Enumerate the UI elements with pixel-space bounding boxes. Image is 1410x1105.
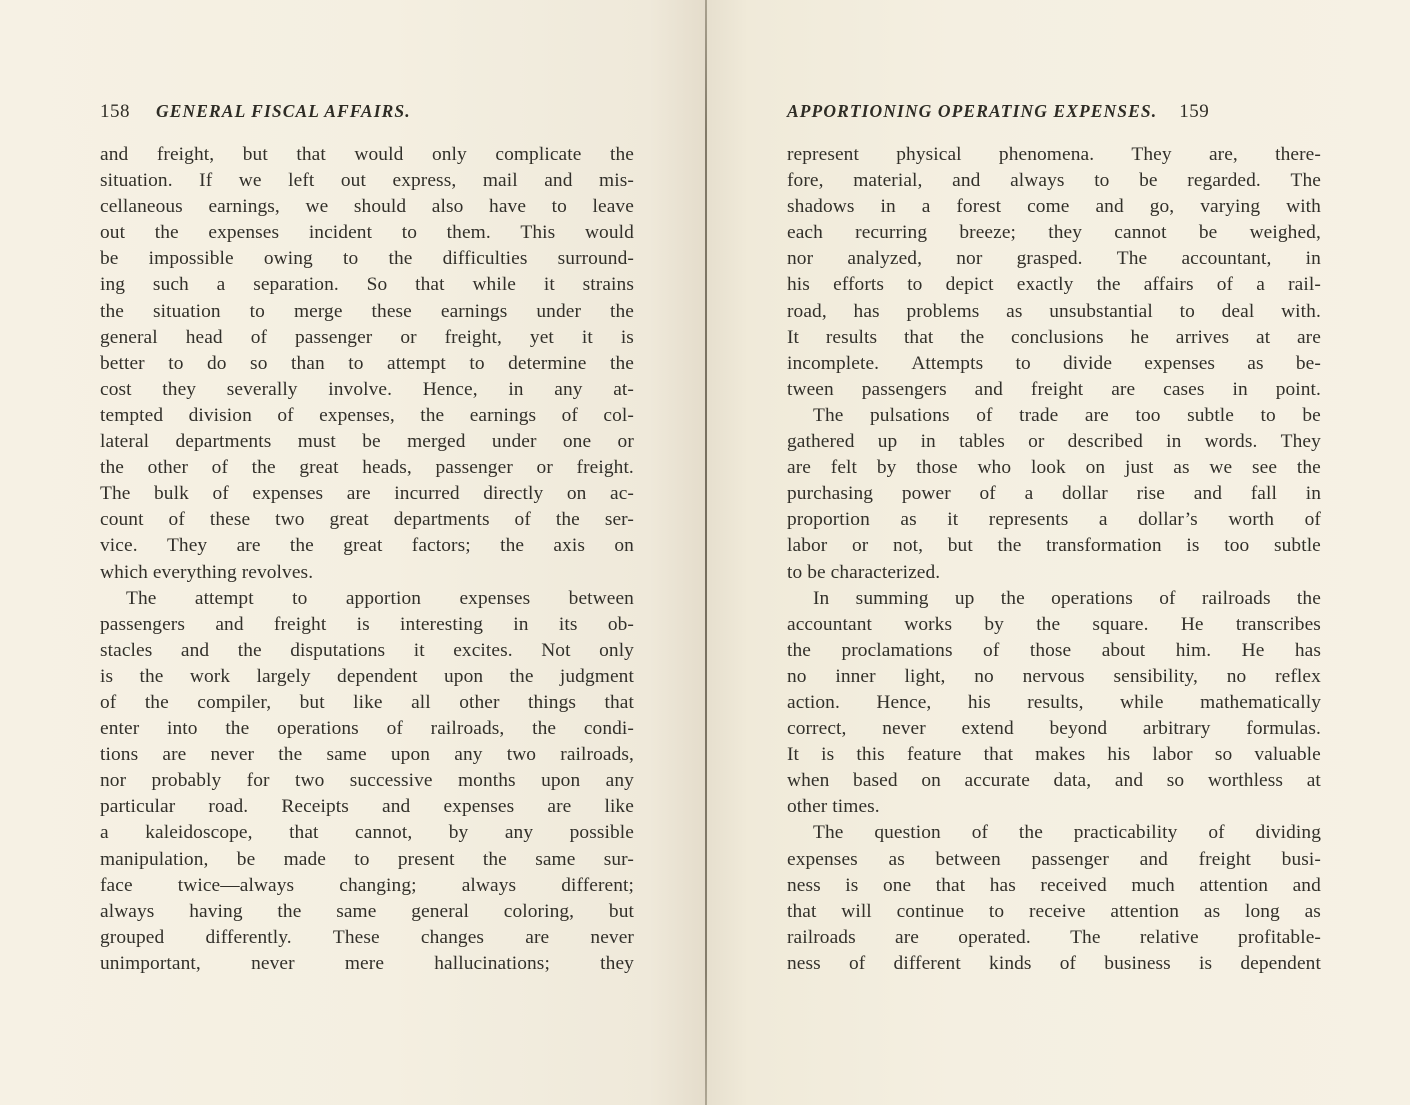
right-page-number: 159 <box>1179 101 1210 122</box>
left-running-head-title: GENERAL FISCAL AFFAIRS. <box>156 101 411 121</box>
text-line: general head of passenger or freight, yet it is <box>100 326 634 348</box>
text-line: road, has problems as unsubstantial to deal with. <box>787 300 1321 322</box>
text-line: particular road. Receipts and expenses are like <box>100 796 634 818</box>
text-line: when based on accurate data, and so worthless at <box>787 770 1321 792</box>
text-line: tween passengers and freight are cases in point. <box>787 378 1321 400</box>
text-line: out the expenses incident to them. This would <box>100 222 634 244</box>
text-line: nor probably for two successive months upon any <box>100 770 634 792</box>
text-line: passengers and freight is interesting in its ob- <box>100 613 634 635</box>
text-line: tempted division of expenses, the earnings of col- <box>100 404 634 426</box>
text-line: accountant works by the square. He transcribes <box>787 613 1321 635</box>
right-page-text-block <box>787 142 1321 977</box>
text-line: correct, never extend beyond arbitrary formulas. <box>787 718 1321 740</box>
text-line: the situation to merge these earnings under the <box>100 300 634 322</box>
text-line: to be characterized. <box>787 561 941 583</box>
text-line: manipulation, be made to present the same sur- <box>100 848 634 870</box>
left-page-number: 158 <box>100 101 130 122</box>
text-line: situation. If we left out express, mail and mis- <box>100 170 634 192</box>
text-line: be impossible owing to the difficulties surround- <box>100 248 634 270</box>
text-line: cellaneous earnings, we should also have to leave <box>100 196 634 218</box>
text-line: is the work largely dependent upon the judgment <box>100 665 634 687</box>
text-line: ness is one that has received much attention and <box>787 874 1321 896</box>
text-line: incomplete. Attempts to divide expenses as be- <box>787 352 1321 374</box>
text-line: proportion as it represents a dollar’s worth of <box>787 509 1321 531</box>
text-line: tions are never the same upon any two railroads, <box>100 744 634 766</box>
text-line: better to do so than to attempt to determine the <box>100 352 634 374</box>
text-line: the other of the great heads, passenger or freight. <box>100 457 634 479</box>
text-line: It is this feature that makes his labor so valuable <box>787 744 1321 766</box>
text-line: his efforts to depict exactly the affairs of a rail- <box>787 274 1321 296</box>
text-line: vice. They are the great factors; the axis on <box>100 535 634 557</box>
text-line: fore, material, and always to be regarded. The <box>787 170 1321 192</box>
text-line: the proclamations of those about him. He has <box>787 639 1321 661</box>
text-line: gathered up in tables or described in words. They <box>787 431 1321 453</box>
left-page-text-block <box>100 142 634 977</box>
text-line: other times. <box>787 796 880 818</box>
text-line: railroads are operated. The relative profitable- <box>787 926 1321 948</box>
right-page <box>706 0 1410 1105</box>
text-line: expenses as between passenger and freight busi- <box>787 848 1321 870</box>
text-line: grouped differently. These changes are never <box>100 926 634 948</box>
text-line: lateral departments must be merged under one or <box>100 431 634 453</box>
text-line: that will continue to receive attention as long as <box>787 900 1321 922</box>
text-line: always having the same general coloring, but <box>100 900 634 922</box>
text-line: cost they severally involve. Hence, in any at- <box>100 378 634 400</box>
text-line: unimportant, never mere hallucinations; they <box>100 952 634 974</box>
text-line: The bulk of expenses are incurred directly on ac- <box>100 483 634 505</box>
text-line: ing such a separation. So that while it strains <box>100 274 634 296</box>
text-line: face twice—always changing; always different; <box>100 874 634 896</box>
text-line: labor or not, but the transformation is too subtle <box>787 535 1321 557</box>
text-line: and freight, but that would only complicate the <box>100 144 634 165</box>
text-line: represent physical phenomena. They are, there- <box>787 144 1321 165</box>
text-line: In summing up the operations of railroads the <box>813 587 1321 609</box>
text-line: The pulsations of trade are too subtle to be <box>813 404 1321 426</box>
text-line: are felt by those who look on just as we see the <box>787 457 1321 479</box>
text-line: The attempt to apportion expenses between <box>126 587 634 609</box>
text-line: of the compiler, but like all other things that <box>100 691 634 713</box>
text-line: shadows in a forest come and go, varying with <box>787 196 1321 218</box>
text-line: which everything revolves. <box>100 561 314 583</box>
text-line: no inner light, no nervous sensibility, no reflex <box>787 665 1321 687</box>
text-line: a kaleidoscope, that cannot, by any possible <box>100 822 634 844</box>
left-running-head <box>100 98 634 124</box>
text-line: enter into the operations of railroads, the condi- <box>100 718 634 740</box>
text-line: count of these two great departments of the ser- <box>100 509 634 531</box>
text-line: purchasing power of a dollar rise and fall in <box>787 483 1321 505</box>
text-line: nor analyzed, nor grasped. The accountant, in <box>787 248 1321 270</box>
right-running-head-title: APPORTIONING OPERATING EXPENSES. <box>787 101 1158 121</box>
text-line: ness of different kinds of business is dependent <box>787 952 1321 974</box>
text-line: The question of the practicability of dividing <box>813 822 1321 844</box>
right-running-head <box>787 98 1321 124</box>
text-line: stacles and the disputations it excites. Not only <box>100 639 634 661</box>
text-line: It results that the conclusions he arrives at are <box>787 326 1321 348</box>
text-line: each recurring breeze; they cannot be weighed, <box>787 222 1321 244</box>
text-line: action. Hence, his results, while mathematically <box>787 691 1321 713</box>
